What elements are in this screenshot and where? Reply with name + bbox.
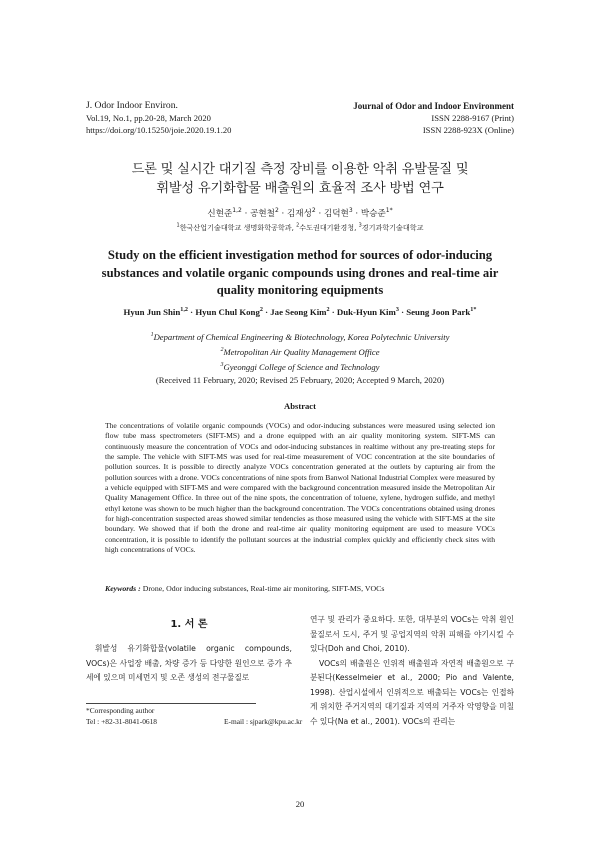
telephone: Tel : +82-31-8041-0618 (86, 717, 157, 726)
english-title-line: substances and volatile organic compounds using drones and real-time air (101, 265, 499, 280)
english-author-list (60, 307, 540, 317)
korean-affil: $^1$한국산업기술대학교 생명화학공학과, (176, 222, 297, 232)
korean-author: 신현준$^{1,2}$ · (207, 207, 251, 219)
footnote-rule (86, 703, 256, 704)
english-author: Seung Joon Park$^{1*}$ (406, 307, 477, 317)
corresponding-author-note: *Corresponding author (86, 706, 155, 715)
english-affiliations (80, 330, 520, 375)
korean-affil: $^3$경기과학기술대학교 (358, 222, 424, 232)
received-dates: (Received 11 February, 2020; Revised 25 February, 2020; Accepted 9 March, 2020) (155, 375, 445, 385)
english-title-line: Study on the efficient investigation method for sources of odor-inducing (107, 248, 493, 262)
korean-title-line: 드론 및 실시간 대기질 측정 장비를 이용한 악취 유발물질 및 (131, 162, 469, 177)
english-affil: $^3$Gyeonggi College of Science and Technology (220, 362, 380, 372)
korean-author-list (80, 207, 520, 219)
left-column (86, 615, 292, 686)
english-affil: $^1$Department of Chemical Engineering & Biotechnology, Korea Polytechnic University (150, 332, 450, 342)
english-title-line: quality monitoring equipments (216, 283, 384, 297)
english-author: Hyun Chul Kong$^2$ · (195, 307, 271, 317)
english-author: Duk-Hyun Kim$^3$ · (336, 307, 407, 317)
header-right (353, 100, 514, 136)
korean-title (80, 160, 520, 198)
body-paragraph: 연구 및 관리가 중요하다. 또한, 대부분의 VOCs는 악취 원인물질로서 도시, 주거 및 공업지역의 악취 피해를 야기시킬 수 있다(Doh and Choi, 2010). (310, 615, 514, 653)
english-author: Jae Seong Kim$^2$ · (270, 307, 337, 317)
issn-online: ISSN 2288-923X (Online) (422, 125, 514, 135)
page-number: 20 (295, 799, 305, 809)
journal-abbrev: J. Odor Indoor Environ. (86, 100, 178, 111)
keywords-list: Drone, Odor inducing substances, Real-time air monitoring, SIFT-MS, VOCs (142, 584, 385, 593)
body-paragraph: 휘발성 유기화합물(volatile organic compounds, VOCs)은 사업장 배출, 차량 증가 등 다양한 원인으로 증가 추세에 있으며 미세먼지 및 오존 생성의 전구물질로 (86, 644, 292, 682)
korean-author: 김재성$^2$ · (287, 207, 324, 219)
korean-title-line: 휘발성 유기화합물 배출원의 효율적 조사 방법 연구 (156, 181, 444, 196)
body-paragraph: VOCs의 배출원은 인위적 배출원과 자연적 배출원으로 구분된다(Kesselmeier et al., 2000; Pio and Valente, 1998). 산업시설에서 인위적으로 배출되는 VOCs는 인접하게 위치한 주거지역의 대기질과 지역의 거주자 악영향을 미칠 수 있다(Na et al., 2001). VOCs의 관리는 (310, 658, 514, 726)
email-address[interactable]: E-mail : sjpark@kpu.ac.kr (224, 717, 303, 726)
doi-link[interactable]: https://doi.org/10.15250/joie.2020.19.1.20 (86, 125, 232, 135)
keywords (105, 584, 495, 593)
korean-author: 박승준$^{1*}$ (360, 207, 393, 219)
korean-affiliations (80, 223, 520, 233)
right-column (310, 613, 514, 729)
keywords-label: Keywords : (105, 584, 141, 593)
abstract-heading: Abstract (284, 401, 316, 411)
abstract-text: The concentrations of volatile organic compounds (VOCs) and odor-inducing substances were measured using selected ion flow tube mass spectrometers (SIFT-MS) and a drone equipped with an air quality monitoring system. SIFT-MS can continuously measure the concentration of VOCs and odor-inducing substances in realtime without any pre-treating steps for the sample. The vehicle with SIFT-MS was used for real-time measurement of VOC concentration at the site boundaries of pollution sources. It is possible to directly analyze VOCs concentration generated at the outlets by capturing air from the pollution sources with a drone. VOCs concentrations of nine spots from Banwol National Industrial Complex were measured by a vehicle equipped with SIFT-MS and were compared with the background concentration measured inside the Metropolitan Air Quality Management Office. In three out of the nine spots, the concentration of toluene, xylene, hydrogen sulfide, and methyl ethyl ketone was shown to be much higher than the background concentration. The VOCs concentrations obtained using drones for high-concentration suspected areas showed similar tendencies as those measured using the vehicle with SIFT-MS at the site boundary. We showed that if both the drone and real-time air quality monitoring equipment are used to measure VOCs concentration, it is possible to identify the pollutant sources at the industrial complex quickly and efficiently check sites with high concentrations of VOCs. (105, 421, 495, 555)
volume-info: Vol.19, No.1, pp.20-28, March 2020 (86, 113, 211, 123)
korean-affil: $^2$수도권대기환경청, (296, 222, 359, 232)
korean-author: 김덕현$^3$ · (323, 207, 361, 219)
contact-line (86, 717, 303, 726)
journal-full-name: Journal of Odor and Indoor Environment (353, 101, 514, 111)
header-left (86, 100, 231, 136)
korean-author: 공현철$^2$ · (250, 207, 287, 219)
english-affil: $^2$Metropolitan Air Quality Management Office (220, 347, 380, 357)
english-title (80, 247, 520, 300)
issn-print: ISSN 2288-9167 (Print) (431, 113, 514, 123)
section-heading: 1. 서 론 (170, 619, 208, 630)
english-author: Hyun Jun Shin$^{1,2}$ · (123, 307, 196, 317)
